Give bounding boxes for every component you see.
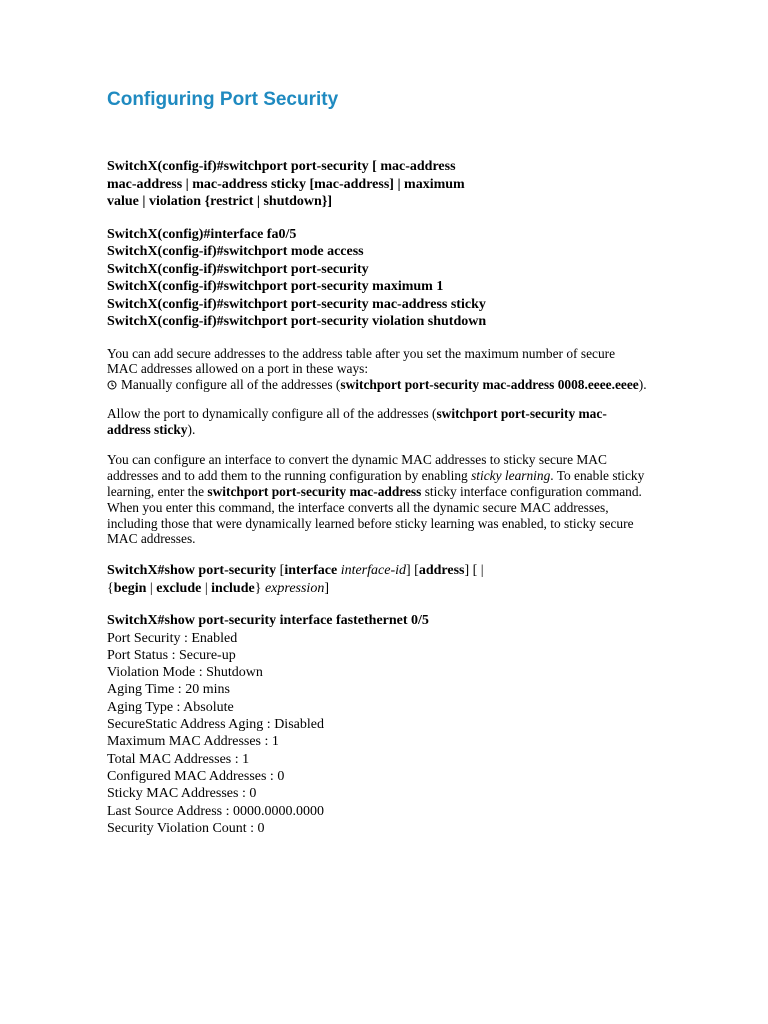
syntax-punct: |: [201, 580, 212, 596]
paragraph-text: You can add secure addresses to the address table after you set the maximum number of secure MAC addresses allowed on a port in these ways:: [107, 345, 616, 377]
syntax-keyword: interface: [284, 563, 338, 579]
syntax-line: [107, 580, 647, 598]
syntax-punct: |: [146, 580, 157, 596]
syntax-keyword: begin: [113, 580, 147, 596]
output-line: Last Source Address : 0000.0000.0000: [107, 803, 324, 819]
document-content: [107, 88, 647, 837]
clock-icon: [107, 378, 117, 388]
output-line: Aging Time : 20 mins: [107, 682, 230, 698]
syntax-punct: {: [107, 580, 114, 596]
syntax-punct: }: [254, 580, 265, 596]
bullet-text: Manually configure all of the addresses (: [121, 377, 341, 393]
inline-command: switchport port-security mac-address: [207, 484, 422, 500]
show-command-syntax: [107, 562, 647, 597]
inline-command: switchport port-security mac-address sticky: [107, 405, 607, 437]
output-line: Security Violation Count : 0: [107, 820, 265, 836]
paragraph-text-end: ).: [187, 421, 196, 437]
show-command-text: SwitchX#show port-security interface fastethernet 0/5: [107, 613, 429, 629]
output-line: Sticky MAC Addresses : 0: [107, 786, 257, 802]
syntax-line: value | violation {restrict | shutdown}]: [107, 194, 332, 209]
paragraph-dynamic-config: [107, 406, 647, 438]
output-line: Maximum MAC Addresses : 1: [107, 734, 279, 750]
syntax-line: SwitchX(config-if)#switchport port-security [ mac-address: [107, 159, 456, 174]
page-title: Configuring Port Security: [107, 89, 339, 110]
port-security-syntax: [107, 158, 647, 211]
paragraph-text: You can configure an interface to convert the dynamic MAC addresses to sticky secure MAC addresses and to add them to the running configuration by enabling: [107, 452, 607, 484]
output-line: Violation Mode : Shutdown: [107, 665, 263, 681]
config-commands: [107, 226, 647, 331]
command-line: SwitchX(config-if)#switchport port-security mac-address sticky: [107, 296, 486, 312]
syntax-punct: ]: [324, 580, 329, 596]
command-line: SwitchX(config-if)#switchport port-security maximum 1: [107, 279, 444, 294]
output-line: SecureStatic Address Aging : Disabled: [107, 717, 324, 733]
output-line: Port Status : Secure-up: [107, 647, 236, 663]
paragraph-sticky-learning: [107, 452, 647, 547]
syntax-punct: [: [276, 563, 285, 579]
syntax-keyword: include: [211, 580, 255, 596]
syntax-line: mac-address | mac-address sticky [mac-address] | maximum: [107, 176, 465, 192]
command-line: SwitchX(config-if)#switchport port-security: [107, 261, 369, 277]
syntax-punct: ] [ |: [464, 563, 484, 579]
syntax-keyword: address: [418, 563, 465, 579]
show-command: [107, 612, 647, 629]
syntax-argument: expression: [264, 580, 325, 596]
command-line: SwitchX(config-if)#switchport port-security violation shutdown: [107, 314, 487, 329]
output-line: Total MAC Addresses : 1: [107, 751, 250, 767]
paragraph-text: Allow the port to dynamically configure all of the addresses (: [107, 405, 437, 421]
paragraph-secure-addresses: [107, 346, 647, 393]
command-line: SwitchX(config)#interface fa0/5: [107, 226, 297, 242]
output-line: Aging Type : Absolute: [107, 699, 234, 715]
output-line: Port Security : Enabled: [107, 630, 238, 646]
output-line: Configured MAC Addresses : 0: [107, 768, 285, 784]
syntax-keyword: exclude: [156, 580, 202, 596]
bullet-command: switchport port-security mac-address 0008.eeee.eeee: [340, 377, 639, 393]
paragraph-text: . To enable sticky learning, enter the: [107, 468, 645, 500]
paragraph-text: sticky interface configuration command. When you enter this command, the interface converts all the dynamic secure MAC addresses, including those that were dynamically learned before sticky learning was enabled, to sticky secure MAC addresses.: [107, 484, 642, 547]
syntax-line: [107, 562, 647, 580]
syntax-argument: interface-id: [340, 563, 406, 579]
show-command: SwitchX#show port-security: [107, 563, 277, 579]
show-output: [107, 612, 647, 837]
syntax-punct: ] [: [406, 563, 419, 579]
bullet-text-end: ).: [638, 377, 647, 393]
command-line: SwitchX(config-if)#switchport mode access: [107, 244, 364, 259]
italic-term: sticky learning: [471, 468, 551, 484]
